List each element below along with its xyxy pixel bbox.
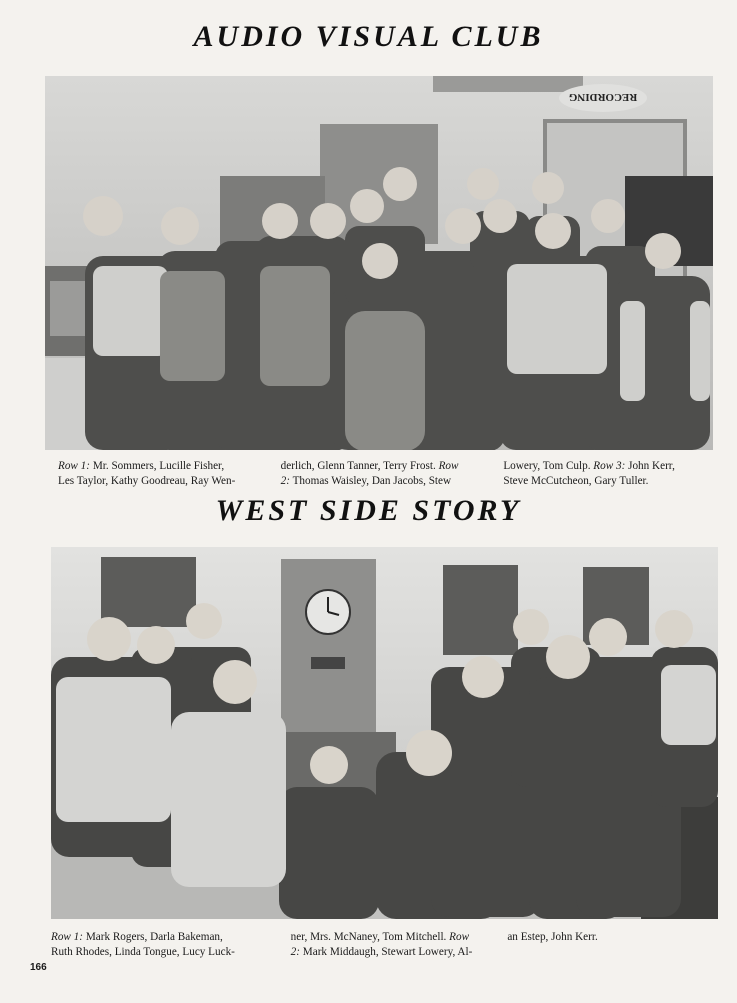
caption-line: Ruth Rhodes, Linda Tongue, Lucy Luck- [51,946,235,958]
row-label: Row 3: [593,460,626,472]
caption-text: John Kerr, [625,460,675,472]
audio-visual-club-photo-art [45,76,713,450]
caption-line: Steve McCutcheon, Gary Tuller. [503,475,649,487]
caption-line [291,930,495,945]
audio-visual-club-caption [58,459,713,489]
caption-column [503,459,713,489]
recording-sign-text: RECORDING [568,91,638,103]
caption-text: derlich, Glenn Tanner, Terry Frost. [280,460,439,472]
caption-line [503,459,713,474]
caption-line: an Estep, John Kerr. [507,931,598,943]
row-label: Row 1: [58,460,91,472]
caption-line [281,459,491,474]
west-side-story-title: WEST SIDE STORY [215,494,522,527]
row-label: Row 1: [51,931,84,943]
caption-column [51,930,255,960]
row-label: Row [449,931,470,943]
caption-text: Lowery, Tom Culp. [503,460,594,472]
caption-line: Les Taylor, Kathy Goodreau, Ray Wen- [58,475,236,487]
caption-text: Thomas Waisley, Dan Jacobs, Stew [290,475,452,487]
caption-text: Mr. Sommers, Lucille Fisher, [90,460,225,472]
west-side-story-caption [51,930,711,960]
row-label: 2: [290,946,300,958]
caption-line [58,459,268,474]
audio-visual-club-title: AUDIO VISUAL CLUB [193,20,544,53]
audio-visual-club-photo [45,76,713,450]
caption-column [58,459,268,489]
caption-line [281,474,491,489]
caption-column [281,459,491,489]
caption-column [507,930,711,960]
caption-column [291,930,495,960]
caption-text: Mark Middaugh, Stewart Lowery, Al- [300,946,473,958]
caption-text: ner, Mrs. McNaney, Tom Mitchell. [290,931,450,943]
west-side-story-photo-art [51,547,718,919]
caption-text: Mark Rogers, Darla Bakeman, [83,931,223,943]
west-side-story-photo [51,547,718,919]
row-label: Row [438,460,459,472]
row-label: 2: [280,475,290,487]
caption-line [291,945,495,960]
caption-line [51,930,255,945]
page-number: 166 [30,962,47,973]
